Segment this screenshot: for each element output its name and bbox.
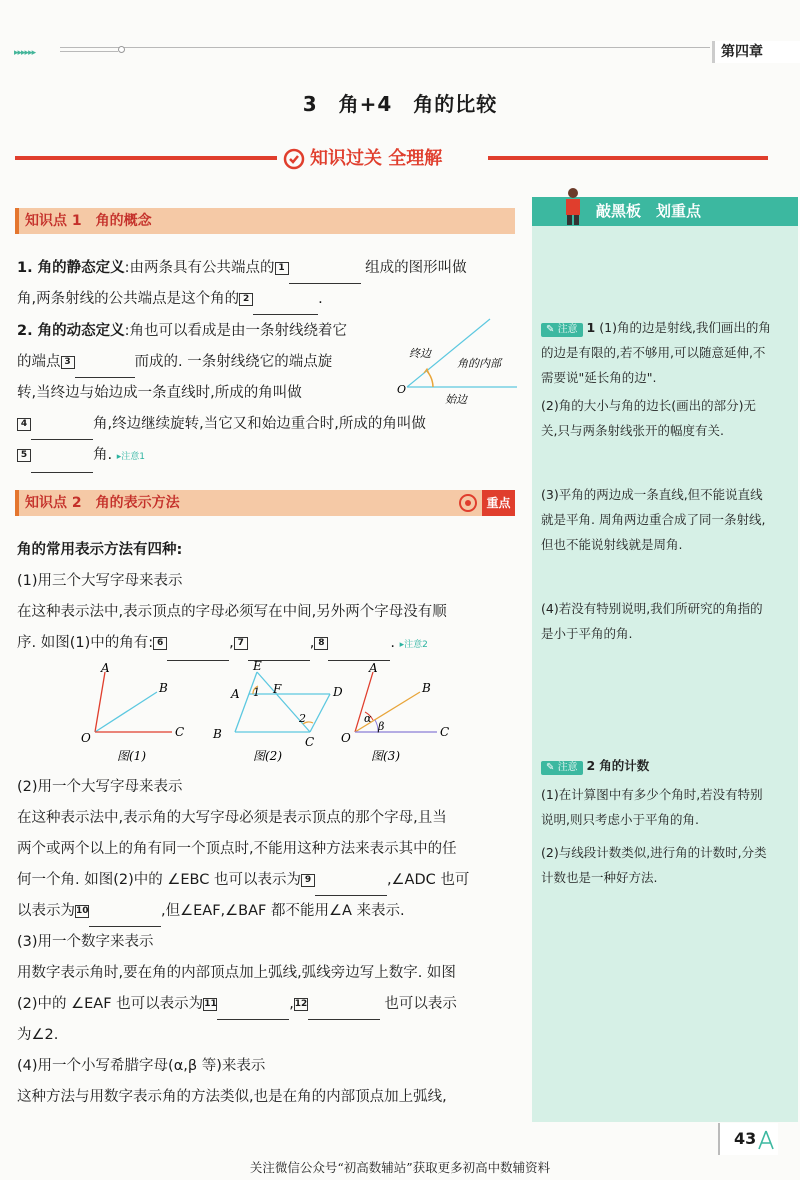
method-2-text4a: 以表示为 bbox=[17, 903, 75, 919]
svg-text:O: O bbox=[341, 731, 351, 745]
method-3-text2b: 也可以表示 bbox=[384, 996, 457, 1012]
kp1-item2-text-f: 角. bbox=[93, 447, 113, 463]
kp1-item1-text-b: 组成的图形叫做 bbox=[365, 260, 467, 276]
start-side-label: 始边 bbox=[445, 393, 467, 405]
compass-icon bbox=[756, 1129, 776, 1151]
header-arrows: ▸▸▸▸▸▸ bbox=[14, 48, 36, 58]
answer-blank[interactable] bbox=[328, 642, 390, 661]
answer-blank[interactable] bbox=[31, 454, 93, 473]
footer-note: 关注微信公众号“初高数辅站”获取更多初高中数辅资料 bbox=[249, 1160, 551, 1175]
banner-rule-right bbox=[488, 156, 768, 160]
answer-blank[interactable] bbox=[289, 265, 361, 284]
answer-blank[interactable] bbox=[248, 642, 310, 661]
interior-label: 角的内部 bbox=[457, 357, 501, 370]
figure-1 bbox=[81, 661, 184, 745]
note-ref-2[interactable]: ▸注意2 bbox=[399, 640, 428, 650]
answer-blank[interactable] bbox=[89, 908, 161, 927]
figure-2 bbox=[212, 660, 343, 749]
kp1-item2-cont bbox=[17, 409, 517, 473]
angle-figures bbox=[75, 660, 465, 770]
blank-number: 3 bbox=[61, 356, 75, 369]
section-heading-2-text: 知识点 2 角的表示方法 bbox=[25, 495, 180, 511]
svg-text:B: B bbox=[422, 681, 431, 695]
kp1-item2-text-c: 而成的. 一条射线绕它的端点旋 bbox=[134, 354, 333, 370]
note-2-number: 2 bbox=[586, 758, 596, 773]
kp1-item1-text-c: 角,两条射线的公共端点是这个角的 bbox=[17, 291, 240, 307]
blank-number: 11 bbox=[204, 998, 217, 1009]
end-side-label: 终边 bbox=[409, 347, 431, 360]
svg-text:1: 1 bbox=[253, 686, 260, 699]
kp1-item1-text-d: . bbox=[318, 291, 323, 307]
kp1-item1-text: :由两条具有公共端点的 bbox=[124, 260, 275, 276]
banner-rule-left bbox=[15, 156, 277, 160]
note-badge-2-text: 注意 bbox=[557, 762, 578, 773]
kp1-item2 bbox=[17, 316, 397, 409]
note-1-number: 1 bbox=[586, 320, 596, 335]
answer-blank[interactable] bbox=[253, 296, 318, 315]
svg-text:B: B bbox=[159, 681, 168, 695]
section-heading-1 bbox=[15, 208, 515, 234]
kp1-item1-label: 1. 角的静态定义 bbox=[17, 260, 125, 276]
note-badge-1: ✎ 注意 bbox=[541, 323, 583, 337]
method-3-text2a: (2)中的 ∠EAF 也可以表示为 bbox=[17, 996, 204, 1012]
answer-blank[interactable] bbox=[167, 642, 229, 661]
figure-1-caption: 图(1) bbox=[117, 749, 146, 763]
rotation-arc bbox=[427, 371, 433, 387]
blank-number: 1 bbox=[275, 262, 289, 275]
kp1-item2-text-e: 角,终边继续旋转,当它又和始边重合时,所成的角叫做 bbox=[93, 416, 426, 432]
method-2-text1: 在这种表示法中,表示角的大写字母必须是表示顶点的那个字母,且当 bbox=[17, 810, 447, 826]
figure-2-caption: 图(2) bbox=[253, 749, 282, 763]
sidebar-note-1 bbox=[541, 315, 771, 390]
note-1-point-3: (3)平角的两边成一条直线,但不能说直线就是平角. 周角两边重合成了同一条射线,但也不能说射线就是周角. bbox=[541, 487, 766, 552]
refresh-icon bbox=[282, 147, 306, 171]
note-1-point-1: (1)角的边是射线,我们画出的角的边是有限的,若不够用,可以随意延伸,不需要说"延长角的边". bbox=[541, 320, 771, 385]
chapter-label: 第四章 bbox=[712, 41, 800, 63]
blank-number: 6 bbox=[153, 637, 167, 650]
kp2-intro: 角的常用表示方法有四种: bbox=[17, 542, 183, 558]
blank-number: 5 bbox=[17, 449, 31, 462]
page-number-text: 43 bbox=[734, 1129, 757, 1148]
method-2-text2: 两个或两个以上的角有同一个顶点时,不能用这种方法来表示其中的任 bbox=[17, 841, 457, 857]
method-1-title: (1)用三个大写字母来表示 bbox=[17, 573, 183, 589]
figure-3 bbox=[341, 661, 449, 745]
svg-text:β: β bbox=[378, 720, 385, 733]
kp1-item2-text-b: 的端点 bbox=[17, 354, 61, 370]
header-rule-short bbox=[60, 51, 118, 52]
svg-text:O: O bbox=[81, 731, 91, 745]
method-3-text3: 为∠2. bbox=[17, 1027, 59, 1043]
method-1-text2: 序. 如图(1)中的角有: bbox=[17, 635, 154, 651]
section-heading-1-text: 知识点 1 角的概念 bbox=[25, 213, 152, 229]
answer-blank[interactable] bbox=[217, 1001, 289, 1020]
page-number bbox=[718, 1123, 778, 1155]
method-2-title: (2)用一个大写字母来表示 bbox=[17, 779, 183, 795]
banner-text: 知识过关 全理解 bbox=[310, 148, 443, 169]
method-4-text: 这种方法与用数字表示角的方法类似,也是在角的内部顶点加上弧线, bbox=[17, 1089, 447, 1105]
section-banner bbox=[282, 143, 442, 175]
svg-text:B: B bbox=[213, 727, 222, 741]
svg-text:C: C bbox=[175, 725, 185, 739]
blank-number: 7 bbox=[234, 637, 248, 650]
note-1-point-2: (2)角的大小与角的边长(画出的部分)无关,只与两条射线张开的幅度有关. bbox=[541, 398, 756, 438]
svg-text:D: D bbox=[333, 685, 343, 699]
blank-number: 2 bbox=[239, 293, 253, 306]
target-icon bbox=[459, 494, 477, 512]
page-title: 3 角+4 角的比较 bbox=[302, 92, 498, 116]
blank-number: 12 bbox=[294, 998, 308, 1009]
note-badge-1-text: 注意 bbox=[557, 324, 578, 335]
answer-blank[interactable] bbox=[31, 421, 93, 440]
svg-text:2: 2 bbox=[299, 712, 306, 725]
header-rule bbox=[60, 47, 710, 48]
method-2-text4b: ,但∠EAF,∠BAF 都不能用∠A 来表示. bbox=[161, 903, 405, 919]
svg-text:A: A bbox=[231, 687, 240, 701]
answer-blank[interactable] bbox=[315, 877, 387, 896]
method-1-text: 在这种表示法中,表示顶点的字母必须写在中间,另外两个字母没有顺 bbox=[17, 604, 447, 620]
method-3-text1: 用数字表示角时,要在角的内部顶点加上弧线,弧线旁边写上数字. 如图 bbox=[17, 965, 456, 981]
kp1-item2-text: :角也可以看成是由一条射线绕着它 bbox=[124, 323, 348, 339]
kp1-item2-label: 2. 角的动态定义 bbox=[17, 323, 125, 339]
svg-text:α: α bbox=[364, 712, 372, 725]
answer-blank[interactable] bbox=[75, 359, 135, 378]
note-badge-2: ✎ 注意 bbox=[541, 761, 583, 775]
blank-number: 8 bbox=[314, 637, 328, 650]
key-point-badge: 重点 bbox=[482, 490, 515, 516]
sidebar-header-text: 敲黑板 划重点 bbox=[596, 202, 702, 220]
method-2-text3b: ,∠ADC 也可 bbox=[386, 872, 470, 888]
angle-rotation-figure bbox=[395, 315, 520, 405]
header-dot bbox=[118, 46, 125, 53]
section-heading-2 bbox=[15, 490, 515, 516]
answer-blank[interactable] bbox=[308, 1001, 380, 1020]
svg-text:A: A bbox=[369, 661, 378, 675]
method-2-text3a: 何一个角. 如图(2)中的 ∠EBC 也可以表示为 bbox=[17, 872, 301, 888]
method-4-title: (4)用一个小写希腊字母(α,β 等)来表示 bbox=[17, 1058, 266, 1074]
note-2-point-2: (2)与线段计数类似,进行角的计数时,分类计数也是一种好方法. bbox=[541, 845, 767, 885]
svg-text:C: C bbox=[305, 735, 315, 749]
vertex-label: O bbox=[397, 383, 407, 396]
blank-number: 9 bbox=[301, 874, 315, 887]
note-ref-1[interactable]: ▸注意1 bbox=[116, 452, 145, 462]
kp2-block-b: (2)用一个大写字母来表示 在这种表示法中,表示角的大写字母必须是表示顶点的那个字母,且当 两个或两个以上的角有同一个顶点时,不能用这种方法来表示其中的任 何一个角. 如图(2)中的 ∠EBC 也可以表示为 9 ,∠ADC 也可 以表示为10 ,但∠EAF,∠BAF 都不能用∠A 来表示. (3)用一个数字来表示 用数字表示角时,要在角的内部顶点加上弧线,弧线旁边写上数字. 如图 (2)中的 ∠EAF 也可以表示为11 ,12 也可以表示 为∠2. (4)用一个小写希腊字母(α,β 等)来表示 这种方法与用数字表示角的方法类似,也是在角的内部顶点加上弧线, bbox=[17, 779, 470, 1105]
blank-number: 4 bbox=[17, 418, 31, 431]
sidebar-header bbox=[532, 197, 798, 226]
svg-text:F: F bbox=[273, 682, 282, 696]
teacher-icon bbox=[562, 187, 584, 225]
svg-text:E: E bbox=[253, 660, 262, 673]
kp2-block-a: 角的常用表示方法有四种: (1)用三个大写字母来表示 在这种表示法中,表示顶点的字母必须写在中间,另外两个字母没有顺 序. 如图(1)中的角有: 6 , 7 , 8 . ▸注意2 bbox=[17, 535, 517, 661]
note-2-point-1: (1)在计算图中有多少个角时,若没有特别说明,则只考虑小于平角的角. bbox=[541, 787, 763, 827]
svg-text:C: C bbox=[440, 725, 450, 739]
figure-3-caption: 图(3) bbox=[371, 749, 400, 763]
sidebar-note-2 bbox=[541, 753, 771, 778]
kp1-item2-text-d: 转,当终边与始边成一条直线时,所成的角叫做 bbox=[17, 385, 302, 401]
blank-number: 10 bbox=[76, 905, 89, 916]
kp1-item1 bbox=[17, 253, 517, 315]
svg-text:A: A bbox=[101, 661, 110, 675]
note-2-title: 角的计数 bbox=[599, 758, 650, 773]
note-1-point-4: (4)若没有特别说明,我们所研究的角指的是小于平角的角. bbox=[541, 601, 763, 641]
method-3-title: (3)用一个数字来表示 bbox=[17, 934, 154, 950]
